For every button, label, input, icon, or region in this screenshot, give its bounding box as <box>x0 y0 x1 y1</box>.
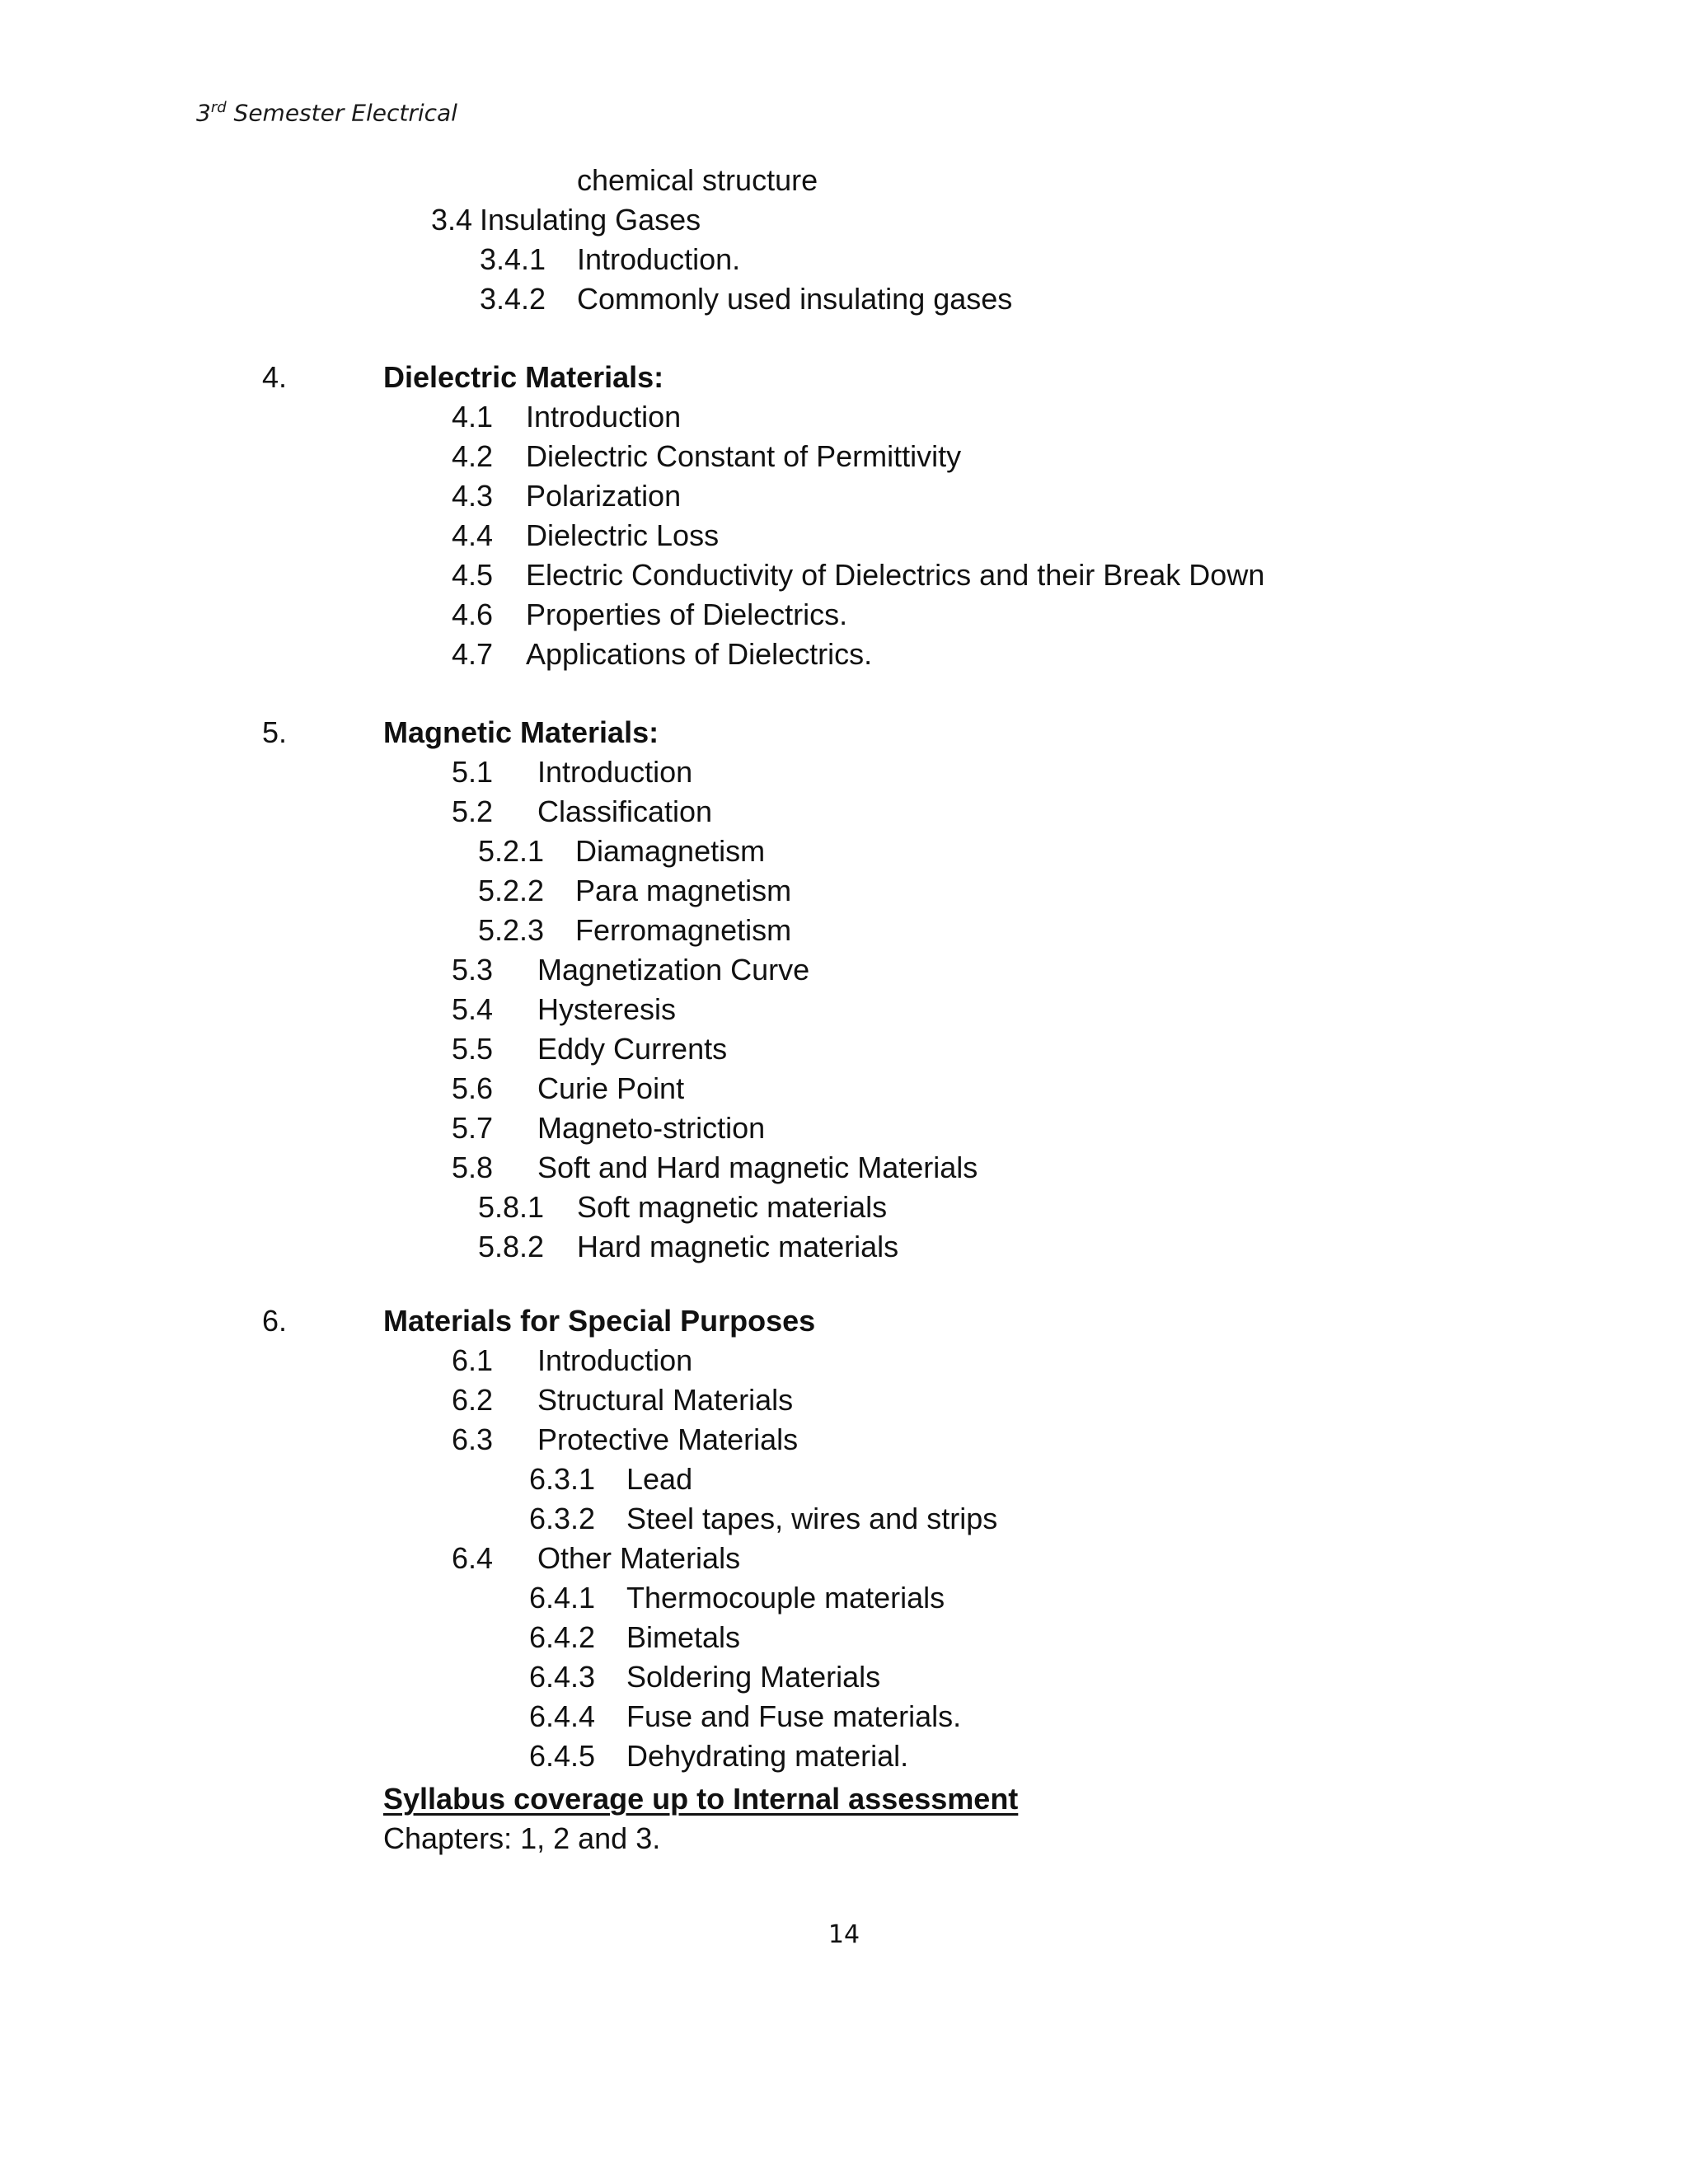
section-title: Dehydrating material. <box>626 1739 909 1773</box>
section-number: 4.1 <box>452 400 494 434</box>
section-number: 5.8.1 <box>478 1190 545 1224</box>
section-number: 5.5 <box>452 1032 494 1066</box>
section-title: Hysteresis <box>537 992 677 1026</box>
page-number: 14 <box>828 1920 860 1949</box>
section-number: 4.3 <box>452 479 494 513</box>
section-title: Magneto-striction <box>537 1111 766 1145</box>
section-title: Properties of Dielectrics. <box>526 598 848 631</box>
section-title: Introduction <box>526 400 682 434</box>
section-number: 3.4.1 <box>480 242 546 276</box>
section-number: 6.1 <box>452 1343 494 1377</box>
section-number: 4.4 <box>452 518 494 552</box>
section-title: Lead <box>626 1462 693 1496</box>
section-number: 3.4.2 <box>480 282 546 316</box>
section-title: Thermocouple materials <box>626 1581 945 1615</box>
section-title: Introduction <box>537 755 693 789</box>
section-title: Other Materials <box>537 1541 741 1575</box>
section-title: Soldering Materials <box>626 1660 881 1694</box>
chapter-title: Dielectric Materials: <box>383 360 664 394</box>
section-number: 6.4.3 <box>529 1660 596 1694</box>
section-number: 3.4 <box>431 203 473 237</box>
section-number: 6.2 <box>452 1383 494 1417</box>
section-title: Insulating Gases <box>480 203 701 237</box>
section-title: Para magnetism <box>575 874 792 907</box>
section-number: 5.4 <box>452 992 494 1026</box>
section-title: Fuse and Fuse materials. <box>626 1699 962 1733</box>
section-title: Structural Materials <box>537 1383 794 1417</box>
section-number: 4.7 <box>452 637 494 671</box>
section-title: Curie Point <box>537 1071 685 1105</box>
coverage-chapters: Chapters: 1, 2 and 3. <box>383 1821 661 1855</box>
chapter-number: 6. <box>262 1304 288 1338</box>
section-title: Protective Materials <box>537 1422 799 1456</box>
section-number: 6.4.2 <box>529 1620 596 1654</box>
section-title: Commonly used insulating gases <box>577 282 1013 316</box>
section-number: 4.6 <box>452 598 494 631</box>
running-header <box>196 99 457 126</box>
section-title: Dielectric Constant of Permittivity <box>526 439 962 473</box>
section-title: Hard magnetic materials <box>577 1230 899 1263</box>
header-rest: Semester Electrical <box>226 99 457 127</box>
section-title: Steel tapes, wires and strips <box>626 1502 998 1535</box>
section-number: 5.8 <box>452 1151 494 1184</box>
section-number: 4.2 <box>452 439 494 473</box>
header-prefix: 3 <box>196 99 211 127</box>
section-number: 5.7 <box>452 1111 494 1145</box>
section-title: Soft magnetic materials <box>577 1190 888 1224</box>
chapter-title: Materials for Special Purposes <box>383 1304 816 1338</box>
section-number: 6.3.1 <box>529 1462 596 1496</box>
chapter-number: 5. <box>262 715 288 749</box>
section-title: Introduction. <box>577 242 741 276</box>
section-number: 5.2.2 <box>478 874 545 907</box>
section-title: Ferromagnetism <box>575 913 792 947</box>
section-number: 5.6 <box>452 1071 494 1105</box>
section-number: 6.3 <box>452 1422 494 1456</box>
section-number: 5.2 <box>452 794 494 828</box>
chapter-number: 4. <box>262 360 288 394</box>
section-title: Bimetals <box>626 1620 741 1654</box>
section-number: 6.4.4 <box>529 1699 596 1733</box>
section-number: 6.4.5 <box>529 1739 596 1773</box>
section-title: Polarization <box>526 479 682 513</box>
section-title: Applications of Dielectrics. <box>526 637 873 671</box>
section-title: chemical structure <box>577 163 818 197</box>
section-number: 6.3.2 <box>529 1502 596 1535</box>
header-superscript: rd <box>210 99 227 116</box>
section-title: Diamagnetism <box>575 834 766 868</box>
section-title: Classification <box>537 794 713 828</box>
section-number: 5.8.2 <box>478 1230 545 1263</box>
coverage-heading: Syllabus coverage up to Internal assessment <box>383 1782 1019 1816</box>
section-number: 5.2.3 <box>478 913 545 947</box>
section-number: 4.5 <box>452 558 494 592</box>
section-title: Electric Conductivity of Dielectrics and their Break Down <box>526 558 1265 592</box>
section-number: 5.1 <box>452 755 494 789</box>
section-number: 6.4.1 <box>529 1581 596 1615</box>
section-title: Soft and Hard magnetic Materials <box>537 1151 978 1184</box>
section-title: Magnetization Curve <box>537 953 810 987</box>
section-number: 5.2.1 <box>478 834 545 868</box>
section-title: Dielectric Loss <box>526 518 720 552</box>
section-title: Introduction <box>537 1343 693 1377</box>
section-number: 6.4 <box>452 1541 494 1575</box>
section-title: Eddy Currents <box>537 1032 728 1066</box>
section-number: 5.3 <box>452 953 494 987</box>
chapter-title: Magnetic Materials: <box>383 715 659 749</box>
